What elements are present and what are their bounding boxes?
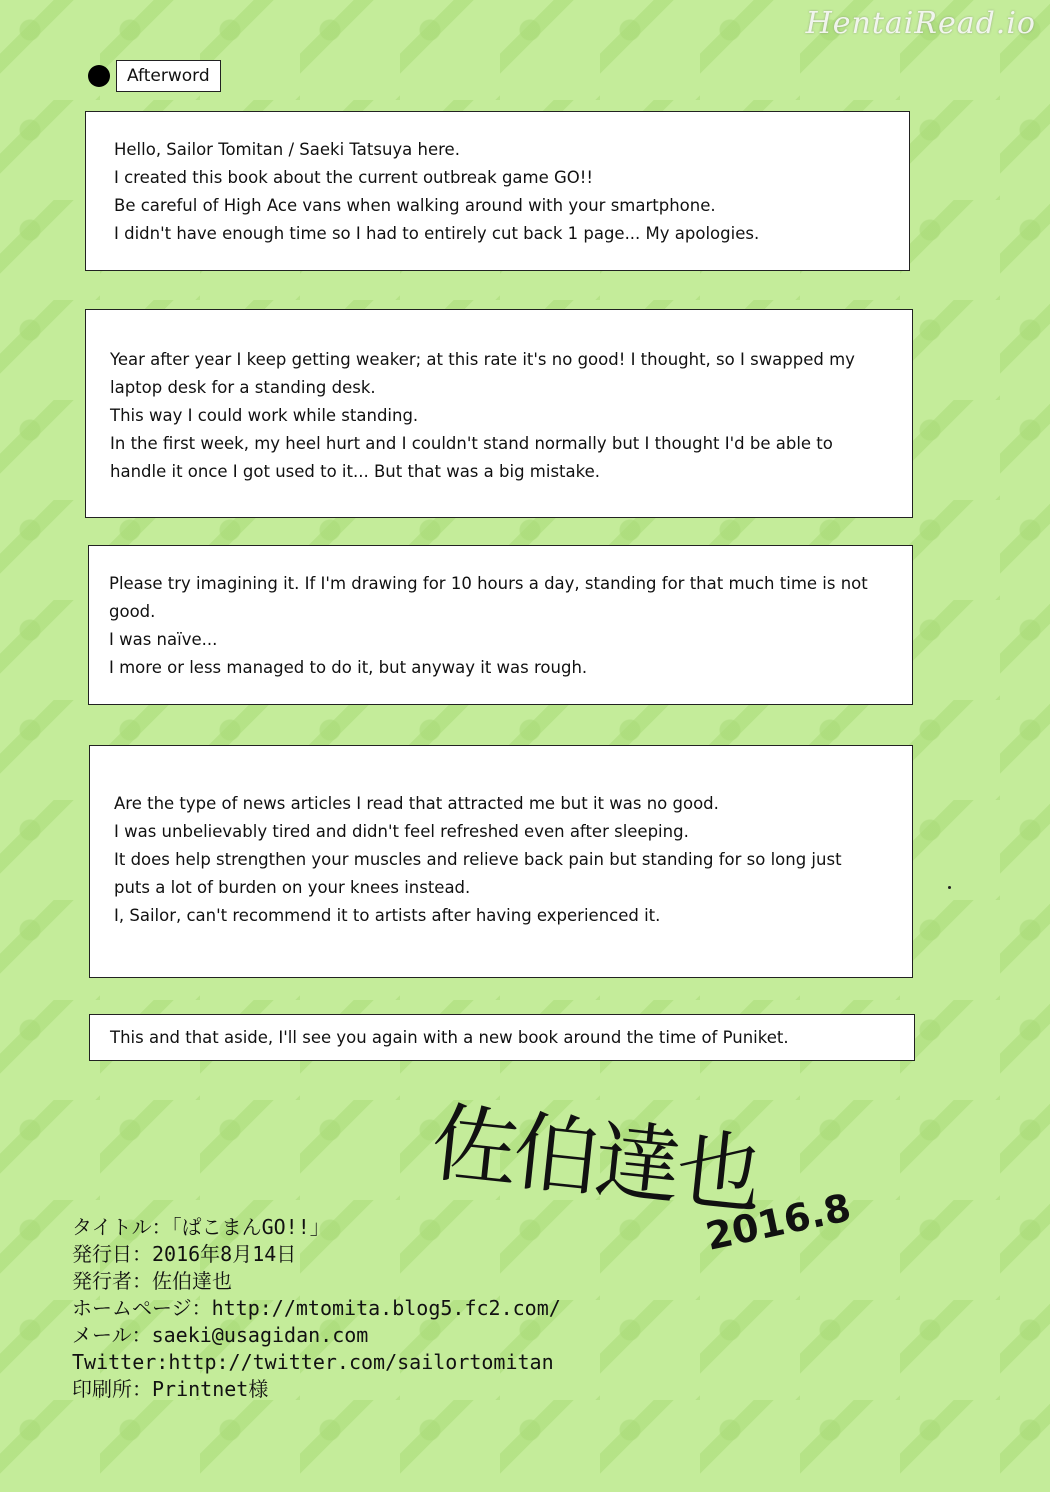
colophon-date: 発行日：2016年8月14日 (72, 1242, 297, 1266)
speck (948, 886, 951, 889)
text-line: This and that aside, I'll see you again with a new book around the time of Puniket. (110, 1028, 789, 1047)
colophon-homepage: ホームページ：http://mtomita.blog5.fc2.com/ (72, 1296, 561, 1320)
text-line: This way I could work while standing. (110, 406, 419, 425)
text-line: I was naïve... (109, 630, 218, 649)
text-line: Are the type of news articles I read that attracted me but it was no good. (114, 794, 719, 813)
signature-date: 2016.8 (702, 1185, 855, 1259)
text-line: I was unbelievably tired and didn't feel refreshed even after sleeping. (114, 822, 689, 841)
text-line: Be careful of High Ace vans when walking around with your smartphone. (114, 196, 716, 215)
text-box-3 (88, 545, 913, 705)
text-line: good. (109, 602, 156, 621)
text-box-5 (89, 1014, 915, 1061)
text-line: I didn't have enough time so I had to entirely cut back 1 page... My apologies. (114, 224, 760, 243)
handwritten-signature: 佐伯達也 (426, 1093, 764, 1227)
bullet-icon (88, 65, 110, 87)
colophon-title: タイトル：「ぱこまんGO!!」 (72, 1215, 330, 1239)
text-box-4 (89, 745, 913, 978)
colophon-publisher: 発行者：佐伯達也 (72, 1269, 232, 1293)
afterword-heading (88, 60, 221, 92)
text-line: I, Sailor, can't recommend it to artists after having experienced it. (114, 906, 661, 925)
text-box-2 (85, 309, 913, 518)
text-line: I more or less managed to do it, but anyway it was rough. (109, 658, 588, 677)
colophon-printer: 印刷所：Printnet様 (72, 1377, 269, 1401)
colophon-twitter: Twitter:http://twitter.com/sailortomitan (72, 1350, 554, 1374)
afterword-title: Afterword (116, 60, 221, 92)
text-line: Hello, Sailor Tomitan / Saeki Tatsuya here. (114, 140, 460, 159)
text-line: laptop desk for a standing desk. (110, 378, 376, 397)
text-line: It does help strengthen your muscles and relieve back pain but standing for so long just (114, 850, 842, 869)
text-line: puts a lot of burden on your knees instead. (114, 878, 471, 897)
text-line: In the first week, my heel hurt and I couldn't stand normally but I thought I'd be able to (110, 434, 833, 453)
text-line: handle it once I got used to it... But that was a big mistake. (110, 462, 600, 481)
text-box-1 (85, 111, 910, 271)
colophon (72, 1214, 632, 1403)
site-watermark: HentaiRead.io (805, 6, 1036, 41)
text-line: Year after year I keep getting weaker; at this rate it's no good! I thought, so I swapped my (110, 350, 855, 369)
colophon-email: メール：saeki@usagidan.com (72, 1323, 369, 1347)
text-line: I created this book about the current outbreak game GO!! (114, 168, 593, 187)
text-line: Please try imagining it. If I'm drawing for 10 hours a day, standing for that much time is not (109, 574, 868, 593)
